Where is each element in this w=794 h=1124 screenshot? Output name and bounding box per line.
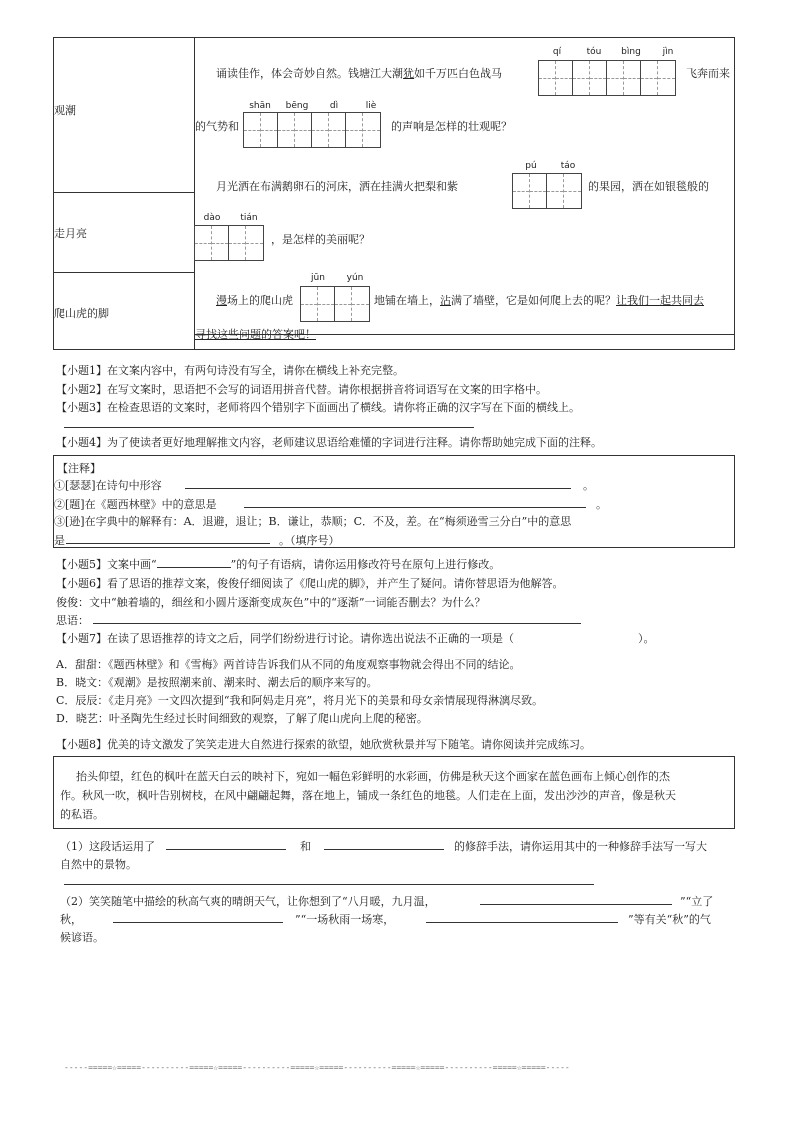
pinyin: qí (552, 47, 562, 57)
row-label-zouyueliang: 走月亮 (54, 227, 87, 240)
row-divider (54, 192, 194, 193)
page-footer-divider: -----=====☆=====----------=====☆=====----------=====☆=====----------=====☆=====----------=====☆=====----- (64, 1063, 570, 1072)
r2-text-end: 的果园，洒在如银毯般的 (588, 180, 709, 193)
answer-line-s2b[interactable] (113, 922, 283, 923)
question-7-end: ）。 (638, 632, 655, 645)
question-5: 【小题5】文案中画“ ”的句子有语病，请你运用修改符号在原句上进行修改。 (56, 558, 501, 571)
pinyin: jūn (311, 273, 325, 283)
subq-1a: （1）这段话运用了 (60, 840, 155, 853)
answer-line-note2[interactable] (244, 507, 586, 508)
subq-2b: ”“立了 (680, 895, 714, 908)
subq-2d: ”“一场秋雨一场寒， (295, 913, 395, 926)
pinyin: pú (525, 161, 537, 171)
annotation-2-end: 。 (596, 498, 607, 511)
subq-2e: ”等有关“秋”的气 (628, 913, 711, 926)
option-d: D．晓艺：叶圣陶先生经过长时间细致的观察，了解了爬山虎向上爬的秘密。 (56, 712, 428, 725)
question-3: 【小题3】在检查思语的文案时，老师将四个错别字下面画出了横线。请你将正确的汉字写在下面的横线上。 (56, 401, 580, 414)
question-2: 【小题2】在写文案时，思语把不会写的词语用拼音代替。请你根据拼音将词语写在文案的田字格中。 (56, 383, 547, 396)
row-label-pashanhu: 爬山虎的脚 (54, 307, 109, 320)
r1-text: 诵读佳作，体会奇妙自然。钱塘江大潮犹如千万匹白色战马 (216, 67, 502, 80)
pinyin: jìn (662, 47, 674, 57)
pinyin: liè (365, 101, 377, 111)
tianzige-daotian[interactable] (194, 225, 264, 261)
tianzige-qitoubingjin[interactable] (538, 60, 676, 96)
answer-line-q6[interactable] (93, 623, 581, 624)
pinyin: shān (249, 101, 271, 111)
answer-line-s2c[interactable] (426, 922, 618, 923)
annotation-4b: 。（填序号） (279, 534, 340, 547)
answer-line-s2a[interactable] (480, 904, 672, 905)
pinyin: dì (329, 101, 339, 111)
subq-2c: 秋， (60, 913, 82, 926)
pinyin: tián (240, 213, 258, 223)
r2-text: 月光洒在布满鹅卵石的河床，洒在挂满火把梨和紫 (216, 180, 458, 193)
pinyin: táo (560, 161, 576, 171)
annotation-1-end: 。 (583, 479, 594, 492)
row-divider (54, 272, 194, 273)
r3-text-2: 地铺在墙上，沾满了墙壁，它是如何爬上去的呢？让我们一起共同去 (374, 294, 704, 307)
r3-text-3: 寻找这些问题的答案吧！ (195, 328, 316, 341)
r2-text-2: ，是怎样的美丽呢？ (271, 233, 370, 246)
question-6a: 俊俊：文中“触着墙的，细丝和小圆片逐渐变成灰色”中的“逐渐”一词能否删去？为什么？ (56, 596, 486, 609)
option-a: A．甜甜：《题西林壁》和《雪梅》两首诗告诉我们从不同的角度观察事物就会得出不同的结论。 (56, 658, 521, 671)
r1-text-2b: 的声响是怎样的壮观呢？ (391, 120, 512, 133)
question-6: 【小题6】看了思语的推荐文案，俊俊仔细阅读了《爬山虎的脚》，并产生了疑问。请你替思语为他解答。 (56, 577, 564, 590)
annotation-3: ③[逊]在字典中的解释有：A．退避，退让；B．谦让，恭顺；C．不及，差。在“梅须逊雪三分白”中的意思 (54, 515, 572, 528)
tianzige-shanbengdilie[interactable] (243, 112, 381, 148)
annotation-4a: 是 (54, 534, 65, 547)
question-6b: 思语： (56, 614, 89, 627)
question-8: 【小题8】优美的诗文激发了笑笑走进大自然进行探索的欲望，她欣赏秋景并写下随笔。请你阅读并完成练习。 (56, 738, 591, 751)
pinyin: tóu (586, 47, 602, 57)
answer-line-q3[interactable] (64, 427, 474, 428)
r1-text-2a: 的气势和 (195, 120, 239, 133)
tianzige-junyun[interactable] (300, 286, 370, 322)
subq-1c: 的修辞手法，请你运用其中的一种修辞手法写一写大 (454, 840, 707, 853)
pinyin: bìng (621, 47, 641, 57)
passage-line: 的私语。 (60, 808, 104, 821)
column-divider (194, 38, 195, 349)
r1-text-end: 飞奔而来 (686, 67, 730, 80)
question-7: 【小题7】在读了思语推荐的诗文之后，同学们纷纷进行讨论。请你选出说法不正确的一项是（ (56, 632, 514, 645)
r3-text: 漫场上的爬山虎 (216, 294, 293, 307)
question-4: 【小题4】为了使读者更好地理解推文内容，老师建议思语给难懂的字词进行注释。请你帮助她完成下面的注释。 (56, 436, 602, 449)
answer-line-s1[interactable] (64, 884, 594, 885)
passage-line: 作。秋风一吹，枫叶告别树枝，在风中翩翩起舞，落在地上，铺成一条红色的地毯。人们走在上面，发出沙沙的声音，像是秋天 (60, 789, 676, 802)
tianzige-putao[interactable] (512, 173, 582, 209)
annotation-title: 【注释】 (57, 462, 101, 475)
row-label-guanchao: 观潮 (54, 104, 76, 117)
passage-line: 抬头仰望，红色的枫叶在蓝天白云的映衬下，宛如一幅色彩鲜明的水彩画，仿佛是秋天这个画家在蓝色画布上倾心创作的杰 (76, 770, 670, 783)
pinyin: yún (346, 273, 364, 283)
option-b: B．晓文：《观潮》是按照潮来前、潮来时、潮去后的顺序来写的。 (56, 676, 378, 689)
answer-line-note1[interactable] (185, 488, 571, 489)
question-1: 【小题1】在文案内容中，有两句诗没有写全，请你在横线上补充完整。 (56, 364, 404, 377)
annotation-2: ②[题]在《题西林壁》中的意思是 (54, 498, 217, 511)
pinyin: dào (203, 213, 221, 223)
subq-2a: （2）笑笑随笔中描绘的秋高气爽的晴朗天气，让你想到了“八月暖，九月温， (60, 895, 436, 908)
answer-line-s1b[interactable] (324, 849, 444, 850)
subq-1d: 自然中的景物。 (60, 858, 137, 871)
pinyin: bēng (285, 101, 309, 111)
subq-2f: 候谚语。 (60, 931, 104, 944)
option-c: C．辰辰：《走月亮》一文四次提到“我和阿妈走月亮”，将月光下的美景和母女亲情展现得淋漓尽致。 (56, 694, 544, 707)
annotation-1: ①[瑟瑟]在诗句中形容 (54, 479, 162, 492)
answer-line-s1a[interactable] (166, 849, 286, 850)
subq-1b: 和 (300, 840, 311, 853)
answer-line-note3[interactable] (66, 543, 270, 544)
